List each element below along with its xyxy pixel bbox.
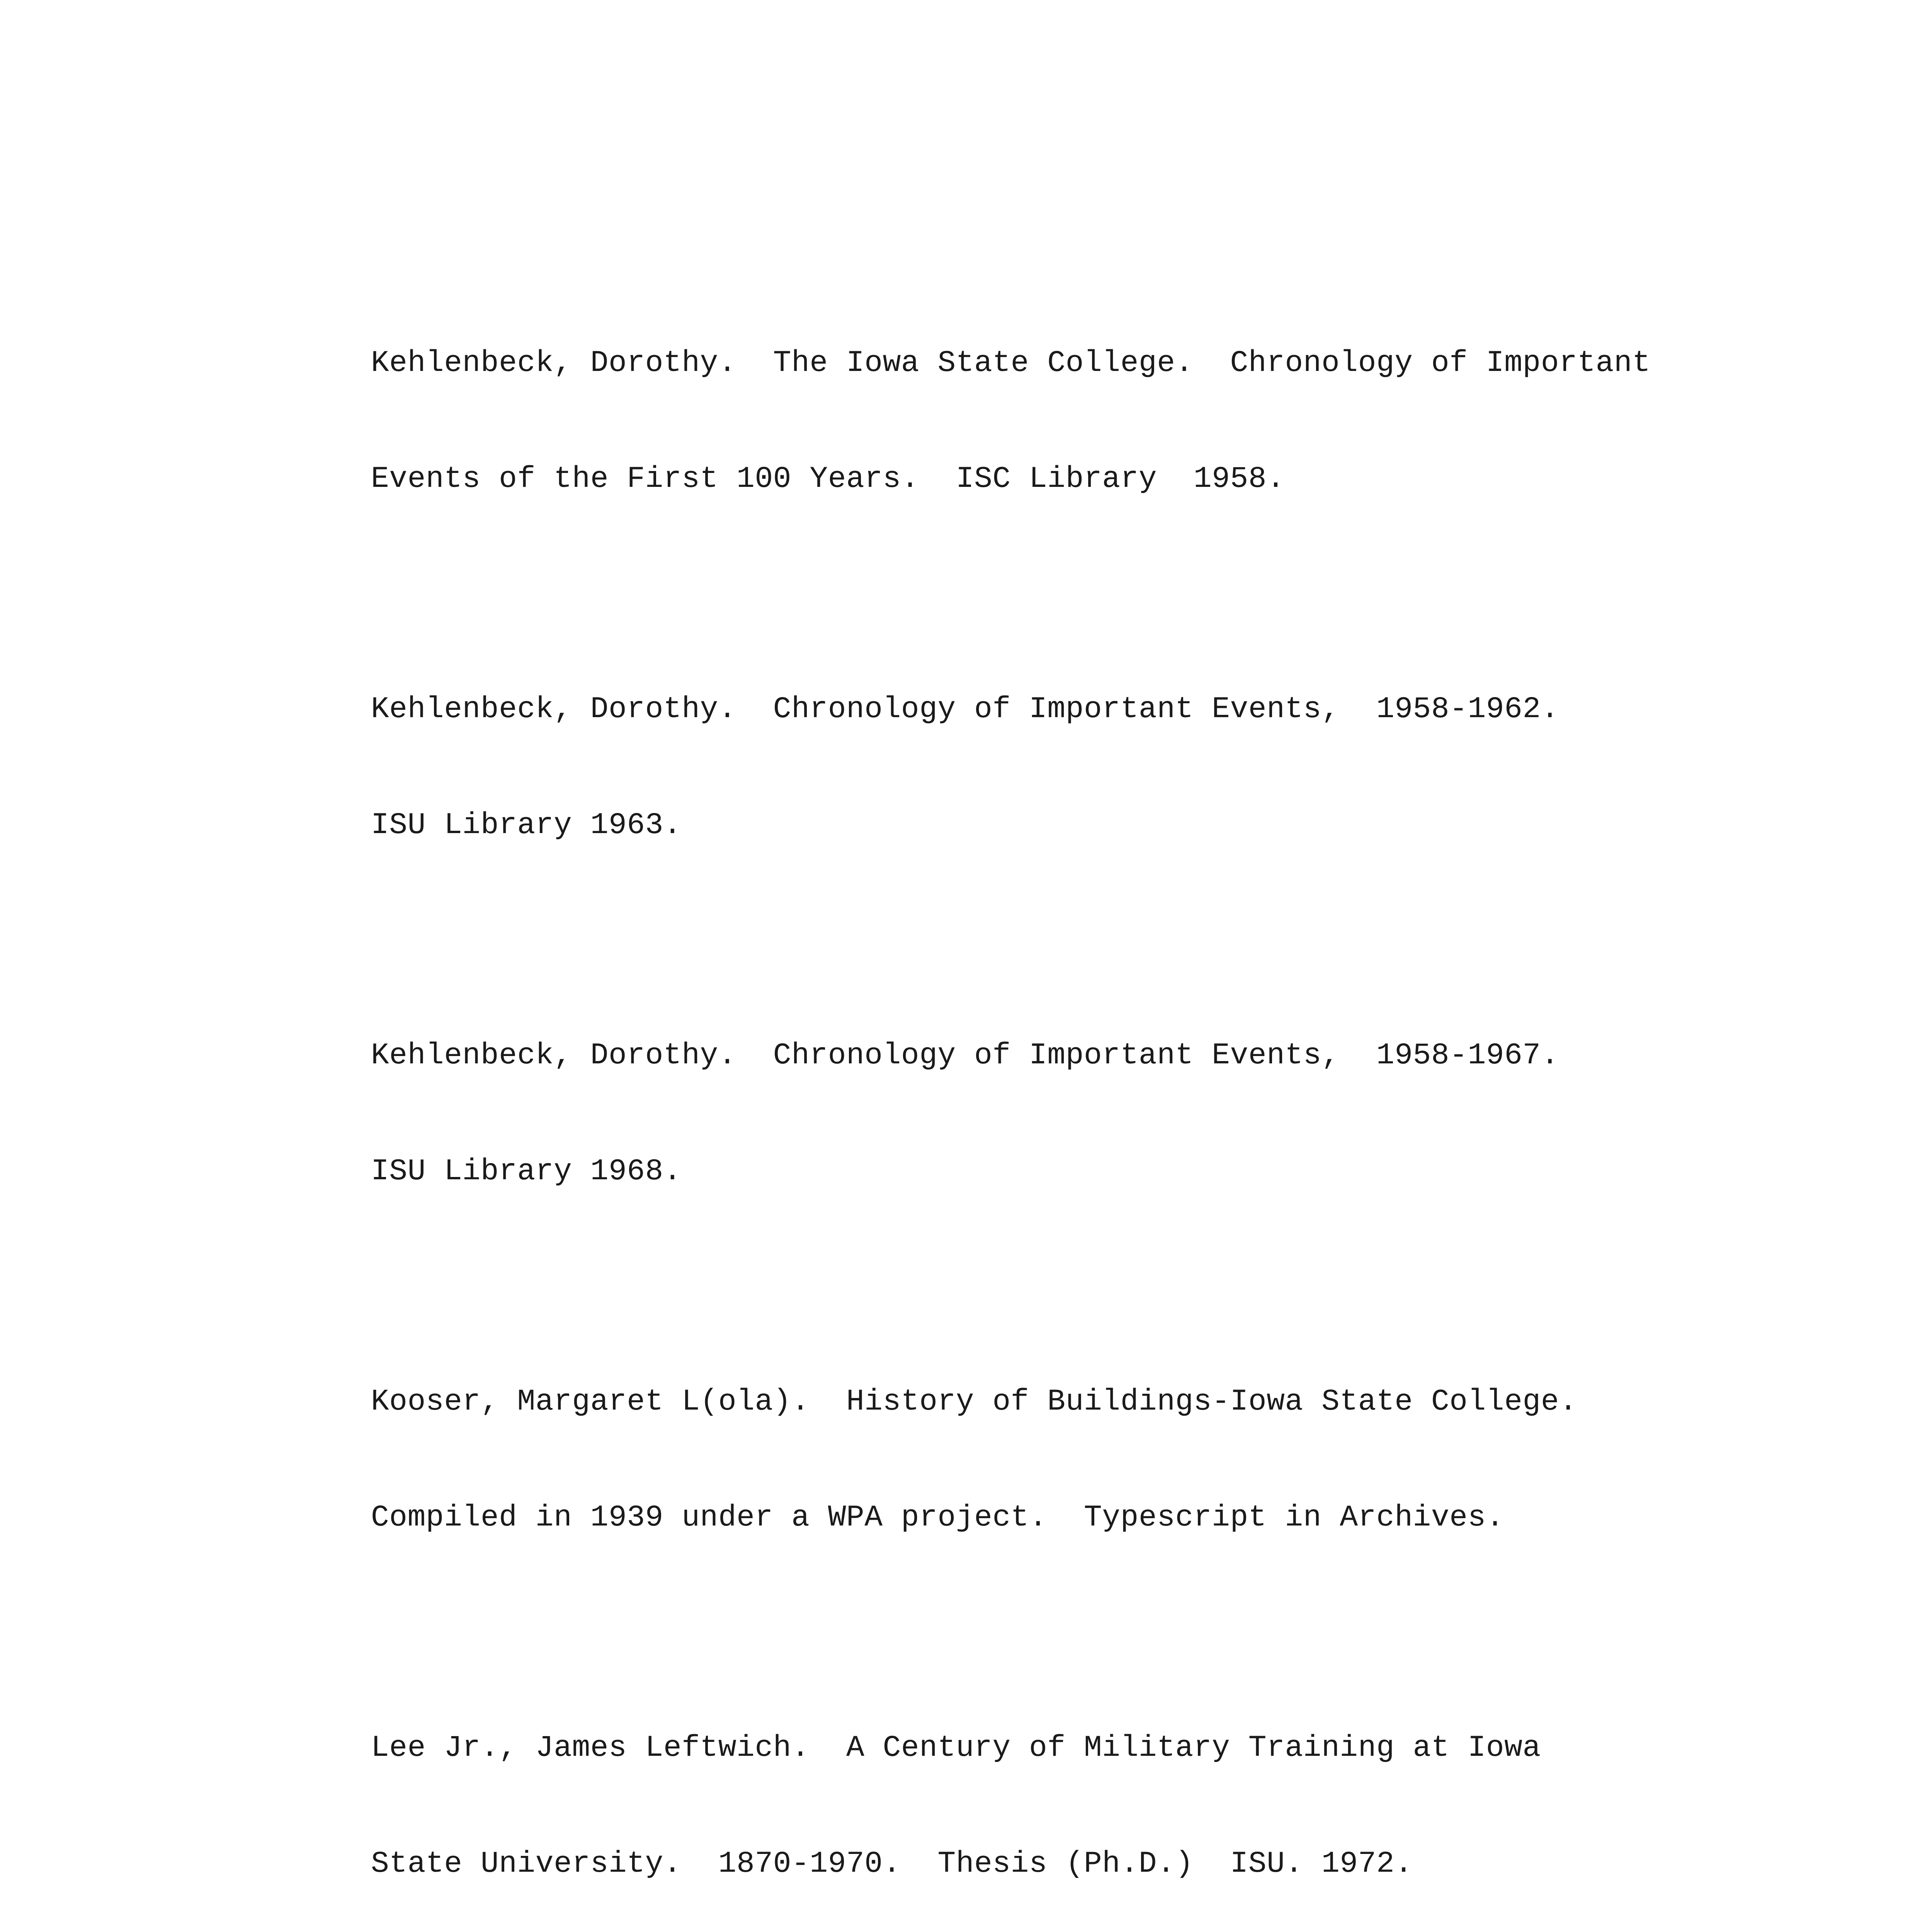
- entry-line: Events of the First 100 Years. ISC Library 1958.: [371, 462, 1285, 496]
- entry-line: Lee Jr., James Leftwich. A Century of Military Training at Iowa: [371, 1731, 1541, 1765]
- bibliography-entry: [371, 613, 1839, 922]
- entry-line: Compiled in 1939 under a WPA project. Typescript in Archives.: [371, 1501, 1505, 1535]
- bibliography-list: [371, 267, 1839, 1932]
- entry-line: Kooser, Margaret L(ola). History of Buildings-Iowa State College.: [371, 1385, 1578, 1419]
- bibliography-entry: [371, 959, 1839, 1268]
- entry-line: Kehlenbeck, Dorothy. The Iowa State College. Chronology of Important: [371, 346, 1651, 380]
- bibliography-entry: [371, 1305, 1839, 1614]
- bibliography-entry: [371, 1651, 1839, 1932]
- entry-line: Kehlenbeck, Dorothy. Chronology of Important Events, 1958-1967.: [371, 1039, 1559, 1073]
- entry-line: State University. 1870-1970. Thesis (Ph.D.) ISU. 1972.: [371, 1847, 1413, 1881]
- entry-line: ISU Library 1968.: [371, 1155, 682, 1189]
- entry-line: ISU Library 1963.: [371, 808, 682, 842]
- entry-line: Kehlenbeck, Dorothy. Chronology of Important Events, 1958-1962.: [371, 692, 1559, 726]
- bibliography-entry: [371, 267, 1839, 576]
